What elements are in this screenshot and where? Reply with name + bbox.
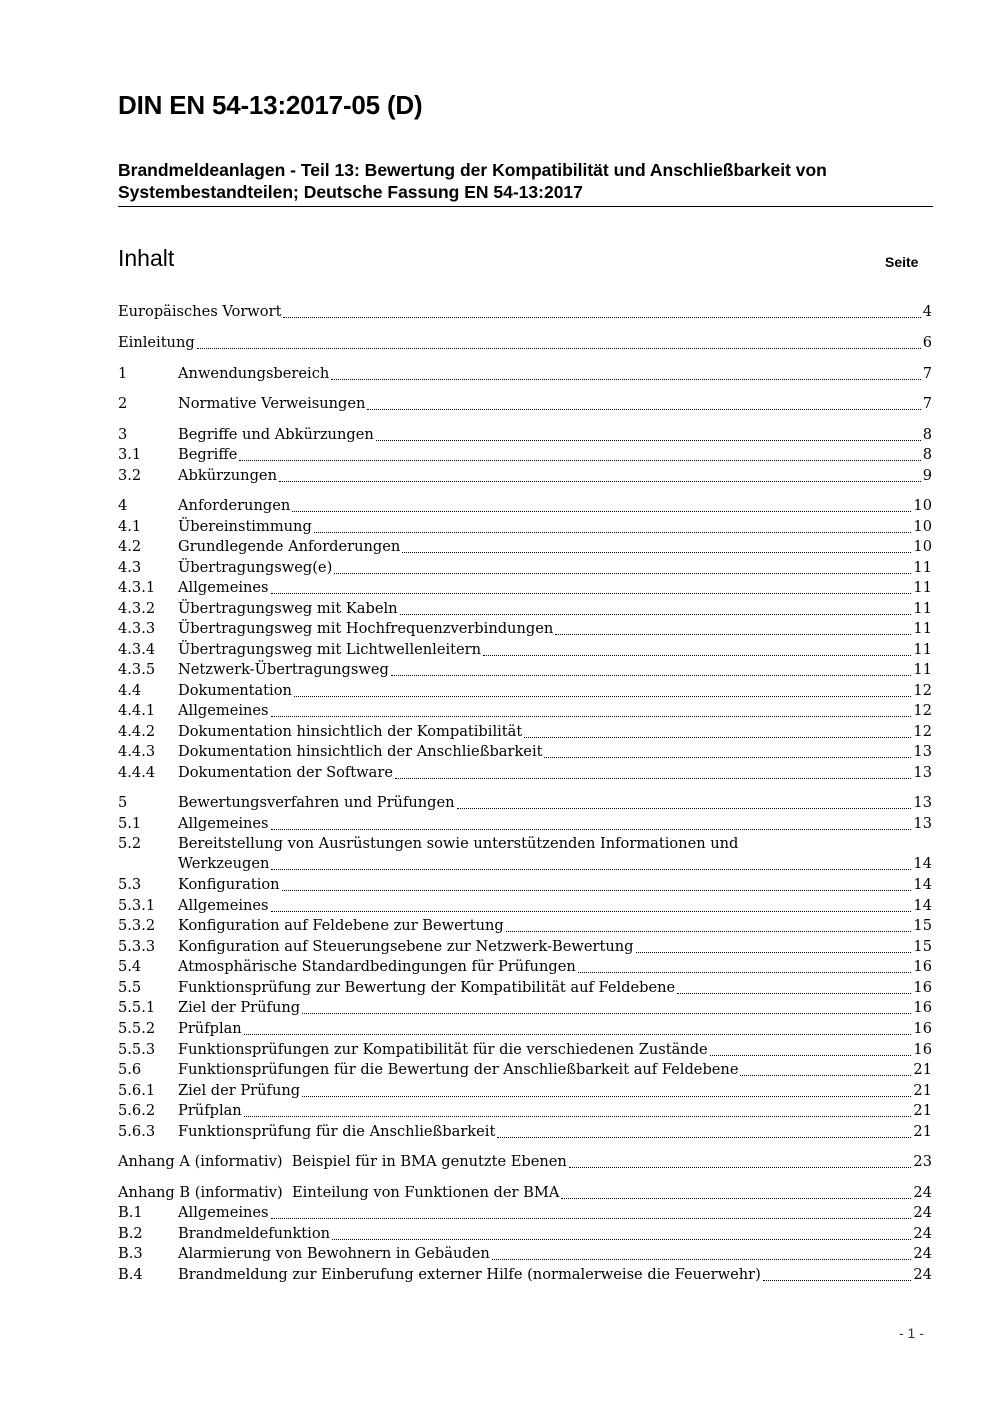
toc-dot-leader [367,409,920,410]
toc-entry-page: 13 [913,815,932,832]
toc-entry-page: 11 [913,620,932,637]
toc-entry-title: Grundlegende Anforderungen [178,538,401,555]
toc-entry-title: Bereitstellung von Ausrüstungen sowie unterstützenden Informationen und [178,835,739,852]
toc-entry-title: Normative Verweisungen [178,395,366,412]
toc-dot-leader [334,573,911,574]
toc-entry-title: Konfiguration auf Feldebene zur Bewertung [178,917,504,934]
toc-entry-title: Begriffe und Abkürzungen [178,426,374,443]
toc-entry-page: 11 [913,559,932,576]
toc-entry-title: Übertragungsweg mit Hochfrequenzverbindungen [178,620,554,637]
toc-dot-leader [239,460,920,461]
toc-entry-title: Atmosphärische Standardbedingungen für Prüfungen [178,958,576,975]
toc-entry-number: 4.3.4 [118,641,156,658]
toc-dot-leader [636,952,912,953]
page-number-footer: - 1 - [899,1325,924,1341]
toc-entry[interactable] [118,916,932,936]
toc-dot-leader [244,1034,912,1035]
toc-entry-number: 3.2 [118,467,142,484]
toc-entry-number: 5.6.2 [118,1102,156,1119]
toc-entry-number: 3 [118,426,128,443]
toc-entry-title: Anwendungsbereich [178,365,330,382]
toc-entry-page: 4 [922,303,932,320]
toc-entry[interactable] [118,496,932,516]
toc-entry-number: B.2 [118,1225,143,1242]
toc-entry-page: 12 [913,723,932,740]
toc-dot-leader [677,993,911,994]
toc-entry-title: Allgemeines [178,702,269,719]
toc-entry[interactable] [118,558,932,578]
toc-dot-leader [244,1116,912,1117]
toc-entry-title: Ziel der Prüfung [178,999,301,1016]
toc-entry[interactable] [118,466,932,486]
toc-entry-page: 7 [922,365,932,382]
toc-entry[interactable] [118,445,932,465]
toc-entry-page: 21 [913,1082,932,1099]
toc-entry-title: Anhang A (informativ) Beispiel für in BMA genutzte Ebenen [118,1153,567,1170]
toc-entry[interactable] [118,681,932,701]
toc-entry-continuation[interactable] [118,854,932,874]
toc-entry-title: Dokumentation hinsichtlich der Kompatibilität [178,723,523,740]
toc-entry[interactable] [118,425,932,445]
toc-dot-leader [569,1167,912,1168]
toc-entry[interactable] [118,1060,932,1080]
document-subtitle: Brandmeldeanlagen - Teil 13: Bewertung der Kompatibilität und Anschließbarkeit von Systembestandteilen; Deutsche Fassung EN 54-13:2017 [118,160,827,202]
toc-dot-leader [314,532,912,533]
toc-entry-page: 24 [913,1204,932,1221]
toc-dot-leader [197,348,921,349]
toc-entry-number: 5.4 [118,958,142,975]
toc-entry-page: 14 [913,876,932,893]
toc-entry-page: 12 [913,682,932,699]
toc-dot-leader [294,696,912,697]
toc-dot-leader [331,379,920,380]
toc-entry[interactable] [118,302,932,322]
toc-entry-page: 8 [922,426,932,443]
toc-entry[interactable] [118,1183,932,1203]
toc-entry-page: 16 [913,979,932,996]
toc-entry-title: Dokumentation hinsichtlich der Anschließbarkeit [178,743,543,760]
toc-entry-number: 4.3.3 [118,620,156,637]
toc-entry-page: 24 [913,1225,932,1242]
toc-entry-page: 7 [922,395,932,412]
toc-entry-page: 10 [913,497,932,514]
toc-entry[interactable] [118,1244,932,1264]
toc-dot-leader [279,481,921,482]
toc-dot-leader [555,634,911,635]
toc-entry[interactable] [118,1019,932,1039]
toc-entry-page: 11 [913,600,932,617]
toc-heading: Inhalt [118,245,175,271]
toc-dot-leader [492,1259,912,1260]
toc-entry-number: 5.3 [118,876,142,893]
toc-entry-page: 11 [913,661,932,678]
toc-entry-number: 5 [118,794,128,811]
toc-dot-leader [271,911,912,912]
toc-dot-leader [402,552,911,553]
toc-entry-title-continued: Werkzeugen [178,855,270,872]
toc-entry-number: 5.6.3 [118,1123,156,1140]
toc-entry-number: 4.4.4 [118,764,156,781]
toc-entry-page: 6 [922,334,932,351]
toc-dot-leader [497,1137,911,1138]
toc-entry-title: Europäisches Vorwort [118,303,282,320]
toc-entry-page: 16 [913,958,932,975]
toc-entry-page: 14 [913,897,932,914]
toc-dot-leader [271,869,911,870]
toc-dot-leader [740,1075,911,1076]
toc-entry-number: 5.5.2 [118,1020,156,1037]
toc-entry-number: 1 [118,365,128,382]
toc-entry[interactable] [118,517,932,537]
toc-entry-title: Funktionsprüfung zur Bewertung der Kompatibilität auf Feldebene [178,979,676,996]
toc-entry-number: 4.4.3 [118,743,156,760]
toc-entry-number: 5.5.3 [118,1041,156,1058]
toc-dot-leader [292,511,911,512]
toc-entry-number: 5.3.1 [118,897,156,914]
toc-entry-page: 10 [913,518,932,535]
toc-entry-page: 24 [913,1245,932,1262]
toc-entry-page: 16 [913,999,932,1016]
toc-dot-leader [376,440,921,441]
toc-entry-title: Brandmeldung zur Einberufung externer Hilfe (normalerweise die Feuerwehr) [178,1266,761,1283]
toc-entry-title: Funktionsprüfung für die Anschließbarkeit [178,1123,496,1140]
toc-entry-number: 5.3.3 [118,938,156,955]
toc-entry-title: Begriffe [178,446,238,463]
toc-dot-leader [395,778,911,779]
toc-entry-number: 5.6.1 [118,1082,156,1099]
toc-entry-number: 5.3.2 [118,917,156,934]
toc-entry[interactable] [118,660,932,680]
toc-dot-leader [506,931,912,932]
toc-entry[interactable] [118,1152,932,1172]
toc-entry[interactable] [118,834,932,854]
toc-dot-leader [483,655,911,656]
toc-dot-leader [271,829,912,830]
toc-dot-leader [400,614,912,615]
toc-dot-leader [710,1055,912,1056]
toc-dot-leader [524,737,911,738]
toc-entry[interactable] [118,814,932,834]
toc-dot-leader [302,1096,911,1097]
toc-entry-title: Ziel der Prüfung [178,1082,301,1099]
toc-dot-leader [283,317,920,318]
toc-entry-title: Abkürzungen [178,467,277,484]
toc-entry[interactable] [118,1224,932,1244]
toc-entry[interactable] [118,537,932,557]
toc-dot-leader [302,1013,911,1014]
toc-entry-title: Dokumentation [178,682,292,699]
page-column-label: Seite [885,254,919,270]
toc-entry-title: Prüfplan [178,1020,242,1037]
toc-entry-title: Netzwerk-Übertragungsweg [178,661,389,678]
toc-entry-page: 14 [913,855,932,872]
toc-dot-leader [763,1280,912,1281]
toc-entry-number: 4.3.5 [118,661,156,678]
toc-entry[interactable] [118,742,932,762]
toc-entry[interactable] [118,394,932,414]
toc-entry-title: Anforderungen [178,497,291,514]
toc-entry[interactable] [118,701,932,721]
toc-entry[interactable] [118,722,932,742]
toc-entry-page: 23 [913,1153,932,1170]
toc-entry[interactable] [118,599,932,619]
toc-entry-title: Anhang B (informativ) Einteilung von Funktionen der BMA [118,1184,560,1201]
toc-entry-page: 16 [913,1020,932,1037]
toc-entry-title: Alarmierung von Bewohnern in Gebäuden [178,1245,490,1262]
toc-entry[interactable] [118,1101,932,1121]
toc-entry[interactable] [118,578,932,598]
toc-entry-title: Dokumentation der Software [178,764,393,781]
toc-entry[interactable] [118,937,932,957]
toc-entry-title: Allgemeines [178,897,269,914]
toc-entry-number: 4.4.1 [118,702,156,719]
toc-dot-leader [544,757,911,758]
toc-entry[interactable] [118,1203,932,1223]
toc-entry[interactable] [118,875,932,895]
toc-entry[interactable] [118,1040,932,1060]
toc-entry-title: Konfiguration auf Steuerungsebene zur Netzwerk-Bewertung [178,938,634,955]
toc-entry-number: 4.2 [118,538,142,555]
toc-entry-number: 5.1 [118,815,142,832]
toc-entry-title: Übertragungsweg mit Lichtwellenleitern [178,641,482,658]
toc-entry[interactable] [118,763,932,783]
toc-entry-page: 15 [913,917,932,934]
toc-entry-number: 4.4.2 [118,723,156,740]
toc-entry-number: 5.2 [118,835,142,852]
toc-entry-title: Prüfplan [178,1102,242,1119]
toc-dot-leader [271,1218,912,1219]
toc-entry-number: B.1 [118,1204,143,1221]
toc-dot-leader [561,1198,911,1199]
toc-entry-page: 11 [913,579,932,596]
toc-entry-title: Funktionsprüfungen zur Kompatibilität für die verschiedenen Zustände [178,1041,708,1058]
toc-entry-number: 5.6 [118,1061,142,1078]
toc-entry-page: 11 [913,641,932,658]
toc-entry[interactable] [118,896,932,916]
toc-dot-leader [271,716,912,717]
toc-entry-number: 4.3.1 [118,579,156,596]
toc-dot-leader [457,808,912,809]
toc-entry[interactable] [118,619,932,639]
toc-entry[interactable] [118,1081,932,1101]
document-title: DIN EN 54-13:2017-05 (D) [118,90,423,120]
toc-entry[interactable] [118,364,932,384]
toc-entry-page: 12 [913,702,932,719]
toc-entry-number: B.3 [118,1245,143,1262]
toc-entry-page: 13 [913,764,932,781]
toc-entry-number: 4.1 [118,518,142,535]
toc-entry-number: 4.4 [118,682,142,699]
toc-entry-title: Übertragungsweg mit Kabeln [178,600,398,617]
toc-entry-title: Allgemeines [178,815,269,832]
toc-entry-number: 5.5.1 [118,999,156,1016]
toc-dot-leader [271,593,912,594]
toc-entry[interactable] [118,998,932,1018]
toc-entry-page: 13 [913,794,932,811]
toc-entry[interactable] [118,957,932,977]
toc-entry[interactable] [118,1265,932,1285]
toc-entry-page: 8 [922,446,932,463]
toc-entry-number: 4.3.2 [118,600,156,617]
toc-entry-number: 3.1 [118,446,142,463]
toc-entry[interactable] [118,978,932,998]
toc-entry-title: Übertragungsweg(e) [178,559,333,576]
toc-dot-leader [282,890,912,891]
toc-entry-title: Einleitung [118,334,195,351]
toc-entry-page: 10 [913,538,932,555]
toc-entry-title: Allgemeines [178,1204,269,1221]
toc-entry-number: 5.5 [118,979,142,996]
toc-entry-title: Übereinstimmung [178,518,312,535]
toc-entry-page: 13 [913,743,932,760]
toc-entry-page: 15 [913,938,932,955]
toc-entry-page: 16 [913,1041,932,1058]
toc-entry-number: B.4 [118,1266,143,1283]
toc-entry[interactable] [118,333,932,353]
toc-entry-title: Brandmeldefunktion [178,1225,331,1242]
toc-entry-number: 4.3 [118,559,142,576]
toc-entry-title: Bewertungsverfahren und Prüfungen [178,794,455,811]
toc-entry-title: Allgemeines [178,579,269,596]
toc-entry-page: 21 [913,1102,932,1119]
toc-entry[interactable] [118,640,932,660]
toc-entry-page: 24 [913,1266,932,1283]
toc-entry[interactable] [118,793,932,813]
toc-entry-title: Funktionsprüfungen für die Bewertung der Anschließbarkeit auf Feldebene [178,1061,739,1078]
toc-dot-leader [391,675,912,676]
toc-dot-leader [578,972,912,973]
toc-entry-page: 21 [913,1123,932,1140]
toc-entry[interactable] [118,1122,932,1142]
toc-entry-title: Konfiguration [178,876,280,893]
toc-entry-page: 9 [922,467,932,484]
toc-entry-page: 24 [913,1184,932,1201]
toc-entry-number: 4 [118,497,128,514]
toc-entry-number: 2 [118,395,128,412]
toc-dot-leader [332,1239,911,1240]
toc-entry-page: 21 [913,1061,932,1078]
